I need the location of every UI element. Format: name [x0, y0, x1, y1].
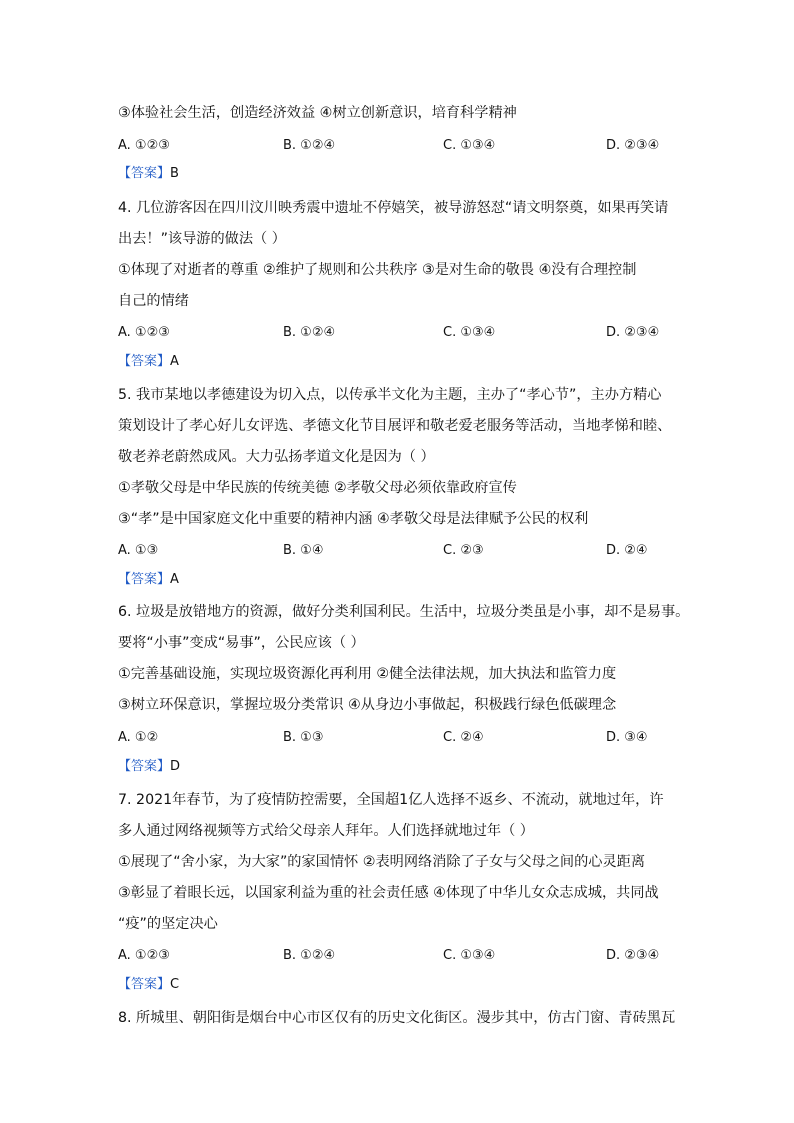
text-line: “疫”的坚定决心	[118, 916, 218, 932]
answer-line	[118, 570, 179, 590]
text-line: ③彰显了着眼长远，以国家利益为重的社会责任感 ④体现了中华儿女众志成城，共同战	[118, 885, 659, 901]
answer-label: 【答案】	[118, 977, 171, 992]
answer-label: 【答案】	[118, 572, 171, 587]
option-a: A. ①③	[118, 543, 159, 558]
option-a: A. ①②③	[118, 138, 170, 153]
option-b: B. ①②④	[283, 138, 336, 153]
text-line: ①体现了对逝者的尊重 ②维护了规则和公共秩序 ③是对生命的敬畏 ④没有合理控制	[118, 262, 637, 278]
option-c: C. ①③④	[443, 138, 496, 153]
text-line: 敬老养老蔚然成风。大力弘扬孝道文化是因为（ ）	[118, 449, 435, 465]
text-line: ③“孝”是中国家庭文化中重要的精神内涵 ④孝敬父母是法律赋予公民的权利	[118, 511, 589, 527]
text-line: ①展现了“舍小家，为大家”的家国情怀 ②表明网络消除了子女与父母之间的心灵距离	[118, 854, 646, 870]
option-d: D. ②④	[606, 543, 648, 558]
text-line: 多人通过网络视频等方式给父母亲人拜年。人们选择就地过年（ ）	[118, 823, 534, 839]
text-line: 要将“小事”变成“易事”，公民应该（ ）	[118, 635, 365, 651]
answer-value: D	[170, 759, 181, 774]
text-line: 4. 几位游客因在四川汶川映秀震中遗址不停嬉笑，被导游怒怼“请文明祭奠，如果再笑请	[118, 200, 669, 216]
answer-line	[118, 757, 180, 777]
option-d: D. ②③④	[606, 948, 660, 963]
option-c: C. ①③④	[443, 325, 496, 340]
answer-value: B	[170, 166, 179, 181]
option-a: A. ①②③	[118, 948, 170, 963]
option-d: D. ②③④	[606, 325, 660, 340]
answer-line	[118, 352, 179, 372]
option-c: C. ①③④	[443, 948, 496, 963]
option-b: B. ①②④	[283, 325, 336, 340]
option-a: A. ①②	[118, 730, 159, 745]
text-line: 6. 垃圾是放错地方的资源，做好分类利国利民。生活中，垃圾分类虽是小事，却不是易事。	[118, 604, 690, 620]
text-line: ③树立环保意识，掌握垃圾分类常识 ④从身边小事做起，积极践行绿色低碳理念	[118, 697, 617, 713]
option-c: C. ②③	[443, 543, 484, 558]
text-line: ①完善基础设施，实现垃圾资源化再利用 ②健全法律法规，加大执法和监管力度	[118, 666, 617, 682]
option-b: B. ①④	[283, 543, 324, 558]
answer-label: 【答案】	[118, 759, 171, 774]
text-line: 7. 2021年春节，为了疫情防控需要，全国超1亿人选择不返乡、不流动，就地过年，许	[118, 792, 664, 808]
answer-label: 【答案】	[118, 354, 171, 369]
option-b: B. ①②④	[283, 948, 336, 963]
answer-line	[118, 975, 179, 995]
option-a: A. ①②③	[118, 325, 170, 340]
text-line: ③体验社会生活，创造经济效益 ④树立创新意识，培育科学精神	[118, 105, 517, 121]
answer-label: 【答案】	[118, 166, 171, 181]
option-b: B. ①③	[283, 730, 324, 745]
text-line: 8. 所城里、朝阳街是烟台中心市区仅有的历史文化街区。漫步其中，仿古门窗、青砖黑瓦	[118, 1010, 676, 1026]
option-d: D. ②③④	[606, 138, 660, 153]
text-line: 5. 我市某地以孝德建设为切入点，以传承半文化为主题，主办了“孝心节”，主办方精心	[118, 387, 662, 403]
answer-value: A	[170, 354, 179, 369]
option-d: D. ③④	[606, 730, 648, 745]
text-line: 自己的情绪	[118, 293, 189, 309]
answer-value: C	[170, 977, 180, 992]
text-line: 策划设计了孝心好儿女评选、孝德文化节目展评和敬老爱老服务等活动，当地孝悌和睦、	[118, 418, 672, 434]
answer-line	[118, 164, 179, 184]
text-line: 出去！”该导游的做法（ ）	[118, 231, 286, 247]
text-line: ①孝敬父母是中华民族的传统美德 ②孝敬父母必须依靠政府宣传	[118, 480, 517, 496]
option-c: C. ②④	[443, 730, 484, 745]
answer-value: A	[170, 572, 179, 587]
